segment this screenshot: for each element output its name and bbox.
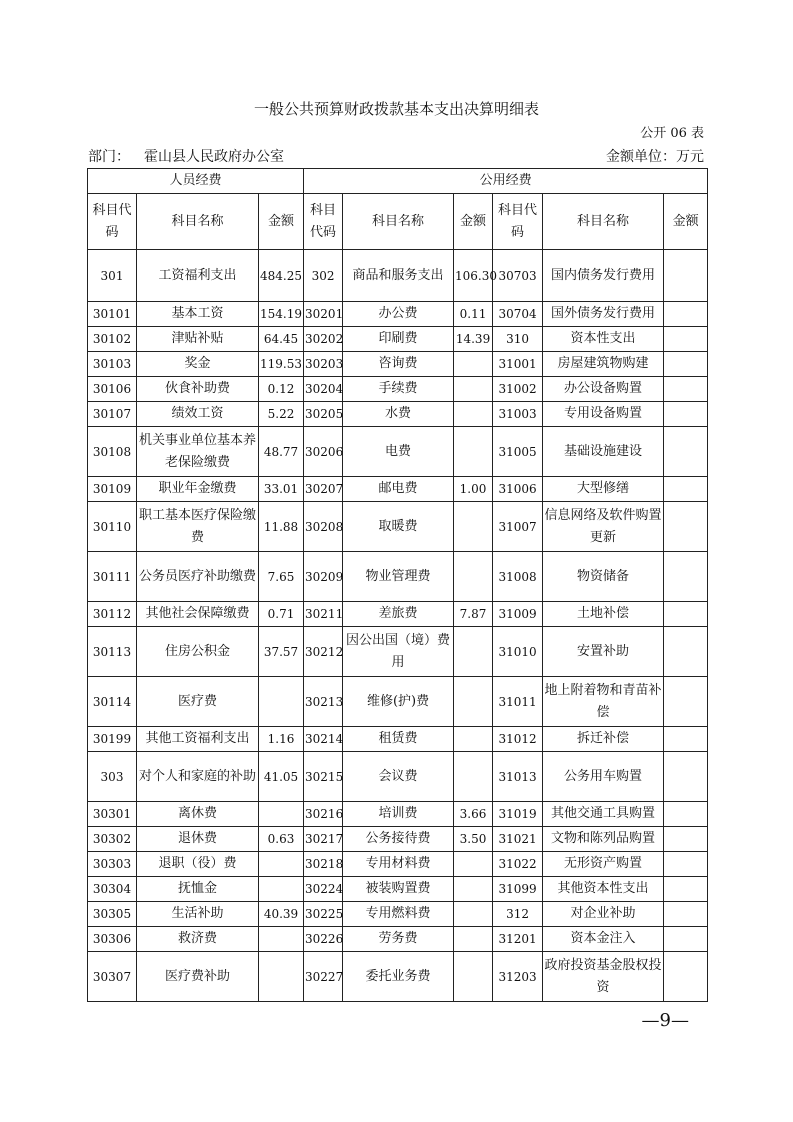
- personnel-code: 30305: [88, 902, 137, 927]
- capital-amount: [664, 302, 708, 327]
- capital-amount: [664, 502, 708, 552]
- capital-amount: [664, 477, 708, 502]
- group-header-public: 公用经费: [304, 169, 708, 194]
- personnel-amount: 7.65: [259, 552, 304, 602]
- public-name: 劳务费: [343, 927, 454, 952]
- personnel-code: 30101: [88, 302, 137, 327]
- public-code: 30203: [304, 352, 343, 377]
- personnel-name: 机关事业单位基本养老保险缴费: [137, 427, 259, 477]
- public-name: 因公出国（境）费用: [343, 627, 454, 677]
- public-amount: [454, 352, 493, 377]
- public-code: 30202: [304, 327, 343, 352]
- table-row: [88, 377, 708, 402]
- public-name: 手续费: [343, 377, 454, 402]
- capital-code: 30703: [493, 250, 543, 302]
- capital-code: 31007: [493, 502, 543, 552]
- public-name: 咨询费: [343, 352, 454, 377]
- capital-amount: [664, 752, 708, 802]
- public-amount: [454, 877, 493, 902]
- public-amount: 106.30: [454, 250, 493, 302]
- capital-amount: [664, 852, 708, 877]
- personnel-amount: 64.45: [259, 327, 304, 352]
- personnel-amount: [259, 927, 304, 952]
- table-row: [88, 250, 708, 302]
- capital-code: 31201: [493, 927, 543, 952]
- personnel-amount: 41.05: [259, 752, 304, 802]
- public-code: 30209: [304, 552, 343, 602]
- personnel-name: 基本工资: [137, 302, 259, 327]
- table-row: [88, 502, 708, 552]
- public-code: 30226: [304, 927, 343, 952]
- capital-code: 31203: [493, 952, 543, 1002]
- public-name: 水费: [343, 402, 454, 427]
- personnel-name: 住房公积金: [137, 627, 259, 677]
- personnel-name: 奖金: [137, 352, 259, 377]
- public-name: 委托业务费: [343, 952, 454, 1002]
- capital-name: 其他交通工具购置: [543, 802, 664, 827]
- personnel-amount: 484.25: [259, 250, 304, 302]
- public-name: 差旅费: [343, 602, 454, 627]
- table-row: [88, 902, 708, 927]
- capital-amount: [664, 827, 708, 852]
- personnel-name: 工资福利支出: [137, 250, 259, 302]
- personnel-amount: 1.16: [259, 727, 304, 752]
- capital-name: 物资储备: [543, 552, 664, 602]
- public-amount: 7.87: [454, 602, 493, 627]
- table-row: [88, 752, 708, 802]
- capital-code: 31003: [493, 402, 543, 427]
- public-amount: [454, 552, 493, 602]
- table-row: [88, 352, 708, 377]
- personnel-name: 职业年金缴费: [137, 477, 259, 502]
- public-name: 维修(护)费: [343, 677, 454, 727]
- personnel-code: 30301: [88, 802, 137, 827]
- table-row: [88, 602, 708, 627]
- public-code: 30213: [304, 677, 343, 727]
- header-name: 科目名称: [343, 194, 454, 250]
- personnel-amount: [259, 802, 304, 827]
- public-code: 30204: [304, 377, 343, 402]
- capital-code: 31013: [493, 752, 543, 802]
- amount-unit: 金额单位：万元: [606, 149, 704, 165]
- public-amount: 3.50: [454, 827, 493, 852]
- public-name: 印刷费: [343, 327, 454, 352]
- public-name: 物业管理费: [343, 552, 454, 602]
- personnel-name: 抚恤金: [137, 877, 259, 902]
- capital-name: 政府投资基金股权投资: [543, 952, 664, 1002]
- capital-code: 31001: [493, 352, 543, 377]
- capital-name: 资本金注入: [543, 927, 664, 952]
- personnel-name: 公务员医疗补助缴费: [137, 552, 259, 602]
- capital-name: 专用设备购置: [543, 402, 664, 427]
- public-code: 30218: [304, 852, 343, 877]
- personnel-amount: [259, 952, 304, 1002]
- personnel-name: 津贴补贴: [137, 327, 259, 352]
- public-name: 公务接待费: [343, 827, 454, 852]
- capital-name: 安置补助: [543, 627, 664, 677]
- capital-name: 对企业补助: [543, 902, 664, 927]
- public-amount: [454, 427, 493, 477]
- public-amount: [454, 927, 493, 952]
- personnel-code: 30303: [88, 852, 137, 877]
- capital-amount: [664, 952, 708, 1002]
- capital-amount: [664, 877, 708, 902]
- table-row: [88, 302, 708, 327]
- public-code: 30206: [304, 427, 343, 477]
- table-row: [88, 827, 708, 852]
- public-code: 302: [304, 250, 343, 302]
- capital-name: 办公设备购置: [543, 377, 664, 402]
- personnel-amount: 119.53: [259, 352, 304, 377]
- public-amount: 0.11: [454, 302, 493, 327]
- personnel-name: 离休费: [137, 802, 259, 827]
- department: [88, 146, 284, 166]
- capital-amount: [664, 352, 708, 377]
- capital-amount: [664, 727, 708, 752]
- capital-amount: [664, 802, 708, 827]
- capital-name: 地上附着物和青苗补偿: [543, 677, 664, 727]
- capital-amount: [664, 677, 708, 727]
- public-name: 被装购置费: [343, 877, 454, 902]
- personnel-name: 其他社会保障缴费: [137, 602, 259, 627]
- table-row: [88, 552, 708, 602]
- capital-name: 公务用车购置: [543, 752, 664, 802]
- department-name: 霍山县人民政府办公室: [144, 149, 284, 165]
- public-code: 30212: [304, 627, 343, 677]
- personnel-code: 30110: [88, 502, 137, 552]
- table-row: [88, 477, 708, 502]
- public-code: 30214: [304, 727, 343, 752]
- personnel-amount: 5.22: [259, 402, 304, 427]
- personnel-amount: 37.57: [259, 627, 304, 677]
- personnel-name: 救济费: [137, 927, 259, 952]
- personnel-amount: 11.88: [259, 502, 304, 552]
- public-code: 30208: [304, 502, 343, 552]
- personnel-code: 30307: [88, 952, 137, 1002]
- personnel-code: 301: [88, 250, 137, 302]
- table-row: [88, 952, 708, 1002]
- department-label: 部门：: [88, 149, 130, 165]
- personnel-amount: [259, 852, 304, 877]
- capital-name: 国内债务发行费用: [543, 250, 664, 302]
- public-amount: [454, 852, 493, 877]
- personnel-code: 30103: [88, 352, 137, 377]
- public-amount: [454, 502, 493, 552]
- capital-amount: [664, 250, 708, 302]
- personnel-code: 30102: [88, 327, 137, 352]
- public-amount: 1.00: [454, 477, 493, 502]
- public-amount: [454, 627, 493, 677]
- capital-code: 312: [493, 902, 543, 927]
- capital-code: 31005: [493, 427, 543, 477]
- personnel-amount: 40.39: [259, 902, 304, 927]
- header-name: 科目名称: [543, 194, 664, 250]
- personnel-name: 医疗费: [137, 677, 259, 727]
- public-code: 30225: [304, 902, 343, 927]
- capital-code: 31009: [493, 602, 543, 627]
- personnel-amount: 33.01: [259, 477, 304, 502]
- public-amount: [454, 377, 493, 402]
- capital-name: 资本性支出: [543, 327, 664, 352]
- public-code: 30224: [304, 877, 343, 902]
- capital-code: 31006: [493, 477, 543, 502]
- expenditure-table: [87, 168, 708, 1002]
- public-code: 30207: [304, 477, 343, 502]
- capital-name: 大型修缮: [543, 477, 664, 502]
- header-amount: 金额: [259, 194, 304, 250]
- capital-name: 其他资本性支出: [543, 877, 664, 902]
- group-header-personnel: 人员经费: [88, 169, 304, 194]
- header-code: 科目代码: [304, 194, 343, 250]
- capital-code: 31022: [493, 852, 543, 877]
- personnel-name: 其他工资福利支出: [137, 727, 259, 752]
- public-amount: [454, 902, 493, 927]
- public-amount: 3.66: [454, 802, 493, 827]
- capital-name: 房屋建筑物购建: [543, 352, 664, 377]
- personnel-code: 30113: [88, 627, 137, 677]
- capital-amount: [664, 602, 708, 627]
- personnel-code: 30304: [88, 877, 137, 902]
- public-code: 30215: [304, 752, 343, 802]
- personnel-code: 30107: [88, 402, 137, 427]
- page-number: —9—: [641, 1010, 689, 1031]
- public-name: 租赁费: [343, 727, 454, 752]
- capital-code: 31012: [493, 727, 543, 752]
- public-code: 30201: [304, 302, 343, 327]
- public-amount: [454, 952, 493, 1002]
- capital-name: 文物和陈列品购置: [543, 827, 664, 852]
- table-row: [88, 427, 708, 477]
- public-name: 培训费: [343, 802, 454, 827]
- capital-amount: [664, 902, 708, 927]
- public-code: 30217: [304, 827, 343, 852]
- capital-code: 31011: [493, 677, 543, 727]
- personnel-amount: [259, 877, 304, 902]
- capital-name: 基础设施建设: [543, 427, 664, 477]
- capital-code: 31010: [493, 627, 543, 677]
- public-code: 30227: [304, 952, 343, 1002]
- public-amount: [454, 402, 493, 427]
- public-name: 邮电费: [343, 477, 454, 502]
- public-name: 商品和服务支出: [343, 250, 454, 302]
- capital-name: 国外债务发行费用: [543, 302, 664, 327]
- capital-name: 拆迁补偿: [543, 727, 664, 752]
- public-amount: [454, 752, 493, 802]
- capital-name: 信息网络及软件购置更新: [543, 502, 664, 552]
- public-name: 电费: [343, 427, 454, 477]
- capital-amount: [664, 402, 708, 427]
- personnel-name: 职工基本医疗保险缴费: [137, 502, 259, 552]
- header-amount: 金额: [664, 194, 708, 250]
- table-body: [88, 250, 708, 1002]
- capital-code: 31019: [493, 802, 543, 827]
- capital-amount: [664, 552, 708, 602]
- personnel-name: 退休费: [137, 827, 259, 852]
- header-name: 科目名称: [137, 194, 259, 250]
- capital-code: 31008: [493, 552, 543, 602]
- personnel-code: 30108: [88, 427, 137, 477]
- public-name: 专用燃料费: [343, 902, 454, 927]
- table-row: [88, 927, 708, 952]
- public-amount: 14.39: [454, 327, 493, 352]
- capital-code: 31099: [493, 877, 543, 902]
- header-code: 科目代码: [493, 194, 543, 250]
- public-name: 取暖费: [343, 502, 454, 552]
- capital-name: 土地补偿: [543, 602, 664, 627]
- capital-code: 310: [493, 327, 543, 352]
- capital-amount: [664, 377, 708, 402]
- form-number: 公开 06 表: [640, 126, 704, 141]
- table-row: [88, 627, 708, 677]
- capital-amount: [664, 327, 708, 352]
- personnel-name: 绩效工资: [137, 402, 259, 427]
- table-row: [88, 402, 708, 427]
- public-amount: [454, 677, 493, 727]
- public-name: 办公费: [343, 302, 454, 327]
- public-code: 30205: [304, 402, 343, 427]
- table-row: [88, 852, 708, 877]
- table-row: [88, 677, 708, 727]
- header-amount: 金额: [454, 194, 493, 250]
- capital-code: 30704: [493, 302, 543, 327]
- personnel-amount: 154.19: [259, 302, 304, 327]
- table-row: [88, 727, 708, 752]
- personnel-amount: 0.12: [259, 377, 304, 402]
- public-name: 会议费: [343, 752, 454, 802]
- table-row: [88, 802, 708, 827]
- personnel-name: 生活补助: [137, 902, 259, 927]
- personnel-amount: 48.77: [259, 427, 304, 477]
- header-code: 科目代码: [88, 194, 137, 250]
- capital-code: 31002: [493, 377, 543, 402]
- capital-amount: [664, 627, 708, 677]
- personnel-code: 30302: [88, 827, 137, 852]
- personnel-code: 30111: [88, 552, 137, 602]
- personnel-code: 303: [88, 752, 137, 802]
- personnel-amount: 0.63: [259, 827, 304, 852]
- capital-name: 无形资产购置: [543, 852, 664, 877]
- personnel-code: 30114: [88, 677, 137, 727]
- personnel-code: 30199: [88, 727, 137, 752]
- capital-amount: [664, 927, 708, 952]
- personnel-code: 30106: [88, 377, 137, 402]
- public-amount: [454, 727, 493, 752]
- table-title: 一般公共预算财政拨款基本支出决算明细表: [253, 100, 539, 118]
- personnel-name: 医疗费补助: [137, 952, 259, 1002]
- table-row: [88, 877, 708, 902]
- personnel-name: 伙食补助费: [137, 377, 259, 402]
- personnel-amount: 0.71: [259, 602, 304, 627]
- personnel-code: 30112: [88, 602, 137, 627]
- capital-code: 31021: [493, 827, 543, 852]
- personnel-code: 30109: [88, 477, 137, 502]
- public-code: 30216: [304, 802, 343, 827]
- capital-amount: [664, 427, 708, 477]
- public-name: 专用材料费: [343, 852, 454, 877]
- public-code: 30211: [304, 602, 343, 627]
- personnel-amount: [259, 677, 304, 727]
- personnel-name: 对个人和家庭的补助: [137, 752, 259, 802]
- table-row: [88, 327, 708, 352]
- personnel-code: 30306: [88, 927, 137, 952]
- personnel-name: 退职（役）费: [137, 852, 259, 877]
